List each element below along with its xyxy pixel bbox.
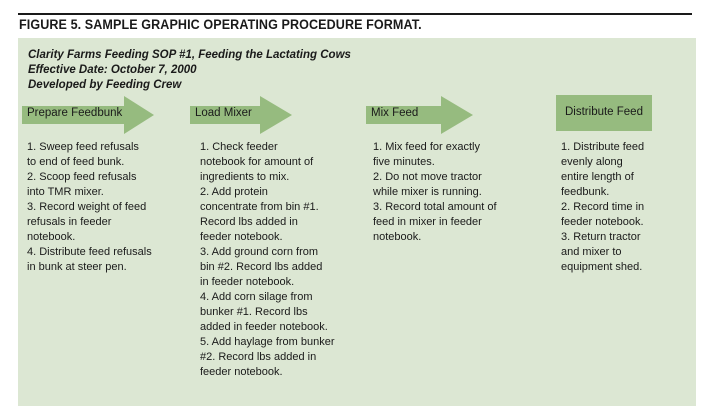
step-instructions-prepare-feedbunk — [27, 140, 152, 275]
instruction-line: added in feeder notebook. — [200, 321, 328, 333]
instruction-line: feeder notebook. — [561, 216, 644, 228]
instruction-line: concentrate from bin #1. — [200, 201, 319, 213]
figure-title: FIGURE 5. SAMPLE GRAPHIC OPERATING PROCEDURE FORMAT. — [19, 17, 422, 32]
sop-title: Clarity Farms Feeding SOP #1, Feeding the Lactating Cows — [28, 49, 351, 61]
step-arrow-load-mixer — [190, 96, 292, 134]
step-label: Load Mixer — [195, 107, 252, 119]
instruction-line: notebook. — [27, 231, 76, 243]
instruction-line: in feeder notebook. — [200, 276, 295, 288]
step-box-distribute-feed — [556, 95, 652, 131]
instruction-line: refusals in feeder — [27, 216, 112, 228]
instruction-line: #2. Record lbs added in — [200, 351, 317, 363]
instruction-line: 1. Check feeder — [200, 141, 278, 153]
instruction-line: 2. Do not move tractor — [373, 171, 482, 183]
step-label: Mix Feed — [371, 107, 419, 119]
instruction-line: in bunk at steer pen. — [27, 261, 127, 273]
instruction-line: 4. Add corn silage from — [200, 291, 313, 303]
sop-developed-by: Developed by Feeding Crew — [28, 79, 182, 91]
instruction-line: feed in mixer in feeder — [373, 216, 482, 228]
instruction-line: equipment shed. — [561, 261, 643, 273]
instruction-line: 2. Add protein — [200, 186, 268, 198]
instruction-line: 2. Record time in — [561, 201, 645, 213]
instruction-line: 2. Scoop feed refusals — [27, 171, 137, 183]
instruction-line: 3. Add ground corn from — [200, 246, 319, 258]
instruction-line: 1. Sweep feed refusals — [27, 141, 139, 153]
instruction-line: 5. Add haylage from bunker — [200, 336, 335, 348]
step-instructions-load-mixer — [200, 140, 335, 380]
step-arrow-mix-feed — [366, 96, 473, 134]
instruction-line: while mixer is running. — [373, 186, 482, 198]
instruction-line: bunker #1. Record lbs — [200, 306, 308, 318]
top-rule — [18, 13, 692, 15]
instruction-line: 3. Record weight of feed — [27, 201, 147, 213]
instruction-line: notebook. — [373, 231, 422, 243]
instruction-line: to end of feed bunk. — [27, 156, 125, 168]
instruction-line: ingredients to mix. — [200, 171, 290, 183]
step-instructions-distribute-feed — [561, 140, 644, 275]
step-arrow-prepare-feedbunk — [22, 96, 154, 134]
instruction-line: and mixer to — [561, 246, 622, 258]
sop-header — [28, 48, 351, 93]
step-label: Prepare Feedbunk — [27, 107, 123, 119]
instruction-line: feeder notebook. — [200, 231, 283, 243]
step-label: Distribute Feed — [565, 106, 643, 118]
instruction-line: 1. Distribute feed — [561, 141, 645, 153]
instruction-line: 4. Distribute feed refusals — [27, 246, 152, 258]
step-instructions-mix-feed — [373, 140, 497, 245]
instruction-line: 3. Return tractor — [561, 231, 641, 243]
instruction-line: into TMR mixer. — [27, 186, 104, 198]
instruction-line: evenly along — [561, 156, 623, 168]
instruction-line: five minutes. — [373, 156, 435, 168]
instruction-line: 3. Record total amount of — [373, 201, 497, 213]
sop-effective-date: Effective Date: October 7, 2000 — [28, 64, 197, 76]
instruction-line: feeder notebook. — [200, 366, 283, 378]
instruction-line: feedbunk. — [561, 186, 610, 198]
instruction-line: 1. Mix feed for exactly — [373, 141, 480, 153]
instruction-line: Record lbs added in — [200, 216, 298, 228]
instruction-line: entire length of — [561, 171, 634, 183]
instruction-line: bin #2. Record lbs added — [200, 261, 323, 273]
instruction-line: notebook for amount of — [200, 156, 314, 168]
